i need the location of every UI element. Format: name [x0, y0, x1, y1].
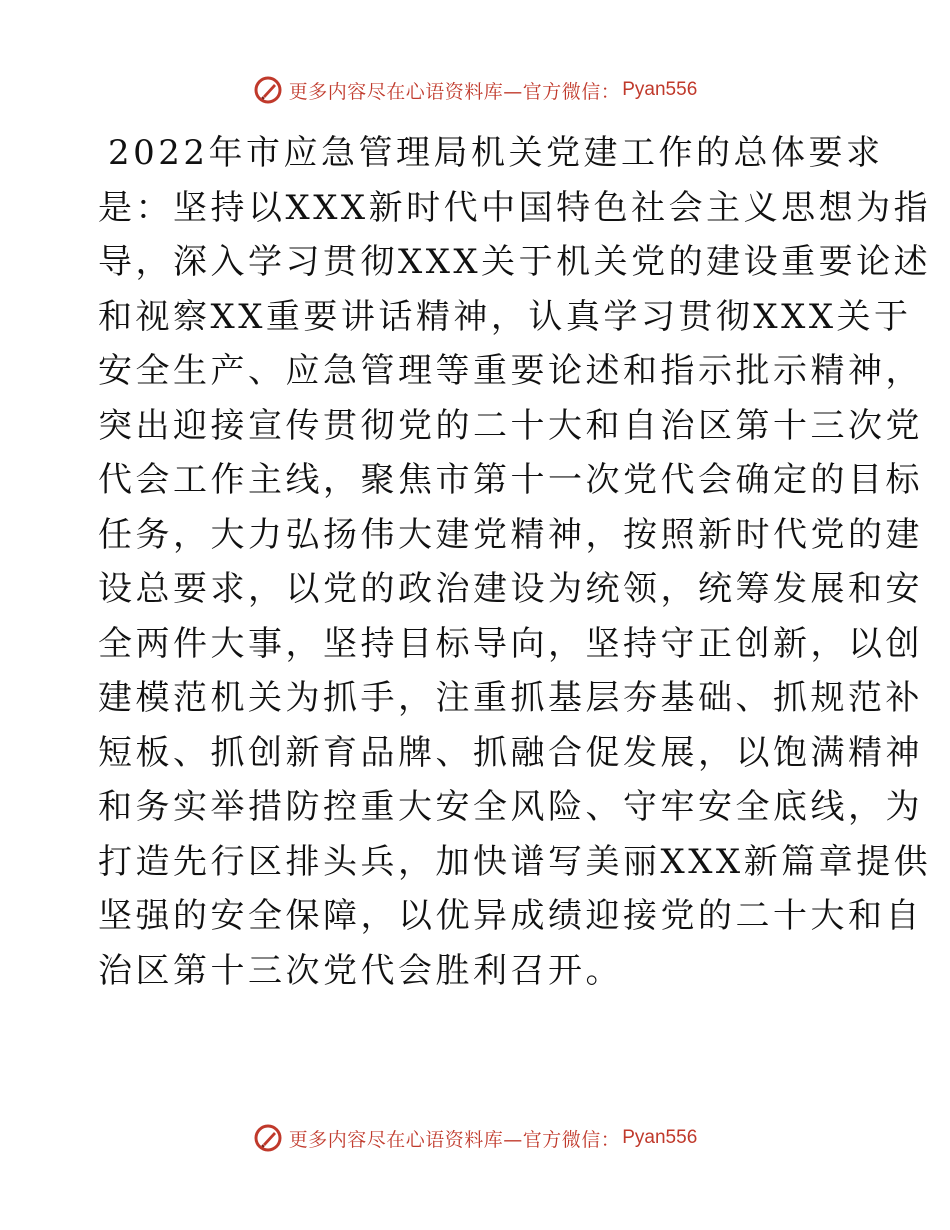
text-line: 和视察XX重要讲话精神，认真学习贯彻XXX关于 [98, 296, 912, 337]
footer-watermark [0, 1118, 950, 1158]
text-line: 突出迎接宣传贯彻党的二十大和自治区第十三次党 [98, 405, 923, 446]
text-line: 打造先行区排头兵，加快谱写美丽XXX新篇章提供 [98, 841, 932, 882]
watermark-text: 更多内容尽在心语资料库—官方微信： [288, 1128, 621, 1151]
text-line: 2022年市应急管理局机关党建工作的总体要求 [108, 133, 884, 173]
text-line: 治区第十三次党代会胜利召开。 [98, 950, 623, 991]
text-line: 导，深入学习贯彻XXX关于机关党的建设重要论述 [98, 242, 932, 282]
text-line: 和务实举措防控重大安全风险、守牢安全底线，为 [98, 787, 923, 827]
watermark-id: Pyan556 [622, 1127, 698, 1148]
watermark-text: 更多内容尽在心语资料库—官方微信： [288, 80, 621, 103]
text-line: 任务，大力弘扬伟大建党精神，按照新时代党的建 [98, 514, 923, 555]
text-line: 短板、抓创新育品牌、抓融合促发展，以饱满精神 [98, 732, 923, 773]
text-line: 设总要求，以党的政治建设为统领，统筹发展和安 [98, 569, 923, 609]
text-line: 坚强的安全保障，以优异成绩迎接党的二十大和自 [98, 896, 923, 936]
text-line: 是：坚持以XXX新时代中国特色社会主义思想为指 [98, 187, 932, 228]
text-line: 安全生产、应急管理等重要论述和指示批示精神， [98, 351, 923, 391]
text-line: 建模范机关为抓手，注重抓基层夯基础、抓规范补 [98, 678, 923, 718]
text-line: 代会工作主线，聚焦市第十一次党代会确定的目标 [98, 460, 923, 500]
text-line: 全两件大事，坚持目标导向，坚持守正创新，以创 [98, 623, 923, 664]
watermark-id: Pyan556 [622, 79, 698, 100]
document-body [98, 126, 932, 998]
header-watermark [0, 70, 950, 110]
pen-logo-icon [253, 1123, 283, 1153]
pen-logo-icon [253, 75, 283, 105]
